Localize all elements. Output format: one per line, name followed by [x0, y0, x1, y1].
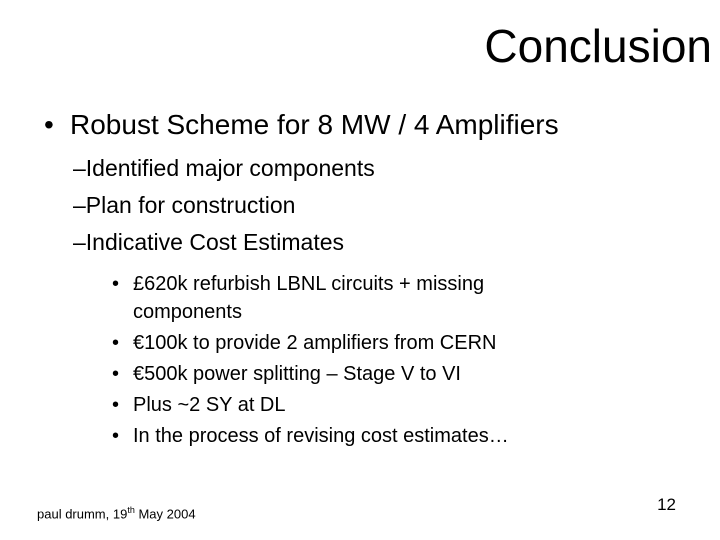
cost-item-text: £620k refurbish LBNL circuits + missing components	[133, 273, 485, 323]
bullet-icon: •	[112, 425, 120, 447]
footer-superscript: th	[127, 505, 135, 515]
cost-item	[112, 422, 592, 450]
cost-item	[112, 270, 592, 326]
sub-item	[73, 150, 375, 187]
sub-item	[73, 187, 375, 224]
cost-items-list	[112, 270, 592, 453]
bullet-icon: •	[112, 363, 120, 385]
cost-item-text: €500k power splitting – Stage V to VI	[133, 363, 461, 385]
cost-item	[112, 329, 592, 357]
bullet-icon: •	[112, 273, 120, 295]
dash-icon: –	[73, 155, 86, 181]
main-bullet	[44, 106, 559, 144]
sub-items-list	[73, 150, 375, 261]
page-number: 12	[657, 495, 676, 514]
dash-icon: –	[73, 192, 86, 218]
cost-item-text: Plus ~2 SY at DL	[133, 394, 286, 416]
slide-title: Conclusion	[484, 20, 712, 72]
sub-item-text: Identified major components	[85, 155, 375, 181]
footer-prefix: paul drumm, 19	[37, 506, 128, 522]
footer-suffix: May 2004	[134, 506, 196, 522]
sub-item-text: Plan for construction	[85, 192, 296, 218]
cost-item	[112, 360, 592, 388]
bullet-icon: •	[44, 109, 54, 140]
cost-item	[112, 391, 592, 419]
footer-author-date	[37, 501, 196, 523]
sub-item	[73, 224, 375, 261]
cost-item-text: In the process of revising cost estimates…	[133, 425, 509, 447]
sub-item-text: Indicative Cost Estimates	[85, 229, 345, 255]
dash-icon: –	[73, 229, 86, 255]
bullet-icon: •	[112, 332, 120, 354]
main-bullet-text: Robust Scheme for 8 MW / 4 Amplifiers	[70, 109, 559, 140]
bullet-icon: •	[112, 394, 120, 416]
cost-item-text: €100k to provide 2 amplifiers from CERN	[133, 332, 497, 354]
